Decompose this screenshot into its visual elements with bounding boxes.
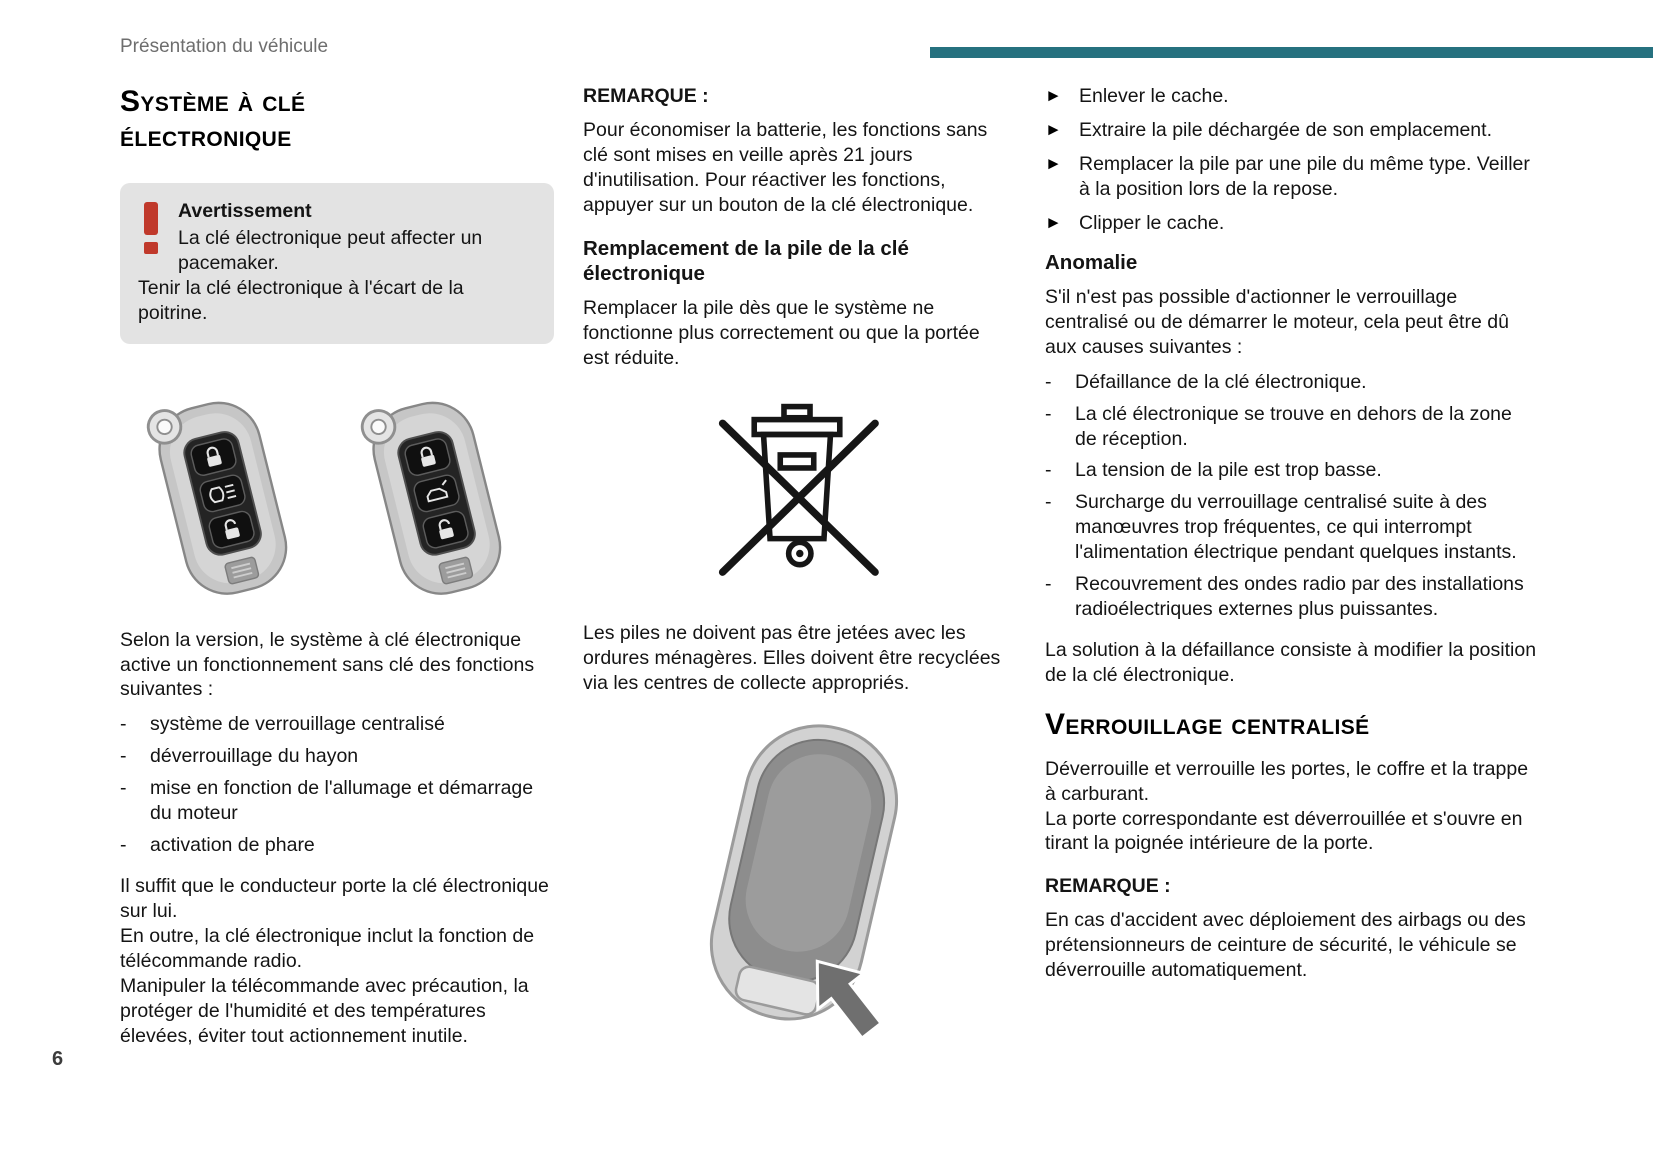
key-fobs-illustration (120, 374, 554, 606)
column-middle (583, 84, 1011, 1041)
list-item (120, 712, 554, 737)
paragraph: La porte correspondante est déverrouillée et s'ouvre en tirant la poignée intérieure de la porte. (1045, 807, 1523, 855)
warning-text-line: Tenir la clé électronique à l'écart de la poitrine. (138, 276, 464, 324)
column-left (120, 84, 554, 1049)
list-item-text: La tension de la pile est trop basse. (1075, 459, 1382, 482)
step-text: Remplacer la pile par une pile du même type. Veiller à la position lors de la repose. (1079, 152, 1530, 200)
list-item-text: activation de phare (150, 834, 315, 857)
step-text: Enlever le cache. (1079, 85, 1229, 107)
list-item (1045, 458, 1537, 483)
list-item (1045, 572, 1537, 622)
paragraph: Déverrouille et verrouille les portes, le coffre et la trappe à carburant. (1045, 757, 1529, 805)
step-text: Extraire la pile déchargée de son emplacement. (1079, 118, 1492, 141)
column-right (1045, 84, 1537, 983)
list-item-text: Recouvrement des ondes radio par des installations radioélectriques externes plus puissantes. (1075, 573, 1524, 621)
breadcrumb: Présentation du véhicule (120, 36, 329, 57)
functions-list (120, 712, 554, 858)
dash-icon: - (1045, 491, 1052, 514)
dash-icon: - (120, 713, 127, 736)
page-number: 6 (52, 1048, 64, 1070)
battery-steps-list (1045, 84, 1537, 236)
list-item-text: La clé électronique se trouve en dehors de la zone de réception. (1075, 402, 1512, 450)
body-paragraphs (120, 874, 554, 1049)
warning-title: Avertissement (178, 199, 312, 222)
intro-paragraph: Selon la version, le système à clé électronique active un fonctionnement sans clé des fonctions suivantes : (120, 628, 535, 701)
list-item (1045, 370, 1537, 395)
warning-exclamation-icon (138, 201, 164, 255)
paragraph: En outre, la clé électronique inclut la fonction de télécommande radio. (120, 925, 535, 973)
recycling-paragraph: Les piles ne doivent pas être jetées avec les ordures ménagères. Elles doivent être recyclées via les centres de collecte appropriés. (583, 621, 1001, 694)
step-arrow-icon: ► (1045, 153, 1062, 173)
list-item (120, 744, 554, 769)
step-item (1045, 118, 1537, 143)
step-item (1045, 152, 1537, 202)
list-item-text: Défaillance de la clé électronique. (1075, 370, 1367, 393)
note-label: REMARQUE : (1045, 875, 1171, 898)
list-item (120, 833, 554, 858)
step-item (1045, 211, 1537, 236)
causes-list (1045, 370, 1537, 623)
step-item (1045, 84, 1537, 109)
step-arrow-icon: ► (1045, 119, 1062, 139)
list-item-text: mise en fonction de l'allumage et démarrage du moteur (150, 777, 534, 825)
dash-icon: - (120, 834, 127, 857)
note-text: En cas d'accident avec déploiement des airbags ou des prétensionneurs de ceinture de sécurité, le véhicule se déverrouille automatiquement. (1045, 909, 1526, 982)
section-title-electronic-key: Système à clé électronique (120, 85, 306, 154)
battery-replacement-subheading: Remplacement de la pile de la clé électronique (583, 236, 909, 285)
paragraph: Manipuler la télécommande avec précaution, la protéger de l'humidité et des températures élevées, éviter tout actionnement inutile. (120, 974, 529, 1047)
warning-text-line: La clé électronique peut affecter un pacemaker. (178, 226, 483, 274)
list-item-text: déverrouillage du hayon (150, 745, 359, 768)
step-text: Clipper le cache. (1079, 211, 1225, 234)
note-label: REMARQUE : (583, 85, 709, 107)
solution-paragraph: La solution à la défaillance consiste à modifier la position de la clé électronique. (1045, 639, 1537, 687)
dash-icon: - (1045, 573, 1052, 596)
section-title-central-locking: Verrouillage centralisé (1045, 708, 1370, 742)
dash-icon: - (1045, 402, 1052, 425)
note-text: Pour économiser la batterie, les fonctions sans clé sont mises en veille après 21 jours d'inutilisation. Pour réactiver les fonctions, appuyer sur un bouton de la clé électronique. (583, 118, 988, 216)
dash-icon: - (120, 777, 127, 800)
step-arrow-icon: ► (1045, 212, 1062, 232)
list-item (1045, 402, 1537, 452)
list-item (120, 776, 554, 826)
paragraph: Il suffit que le conducteur porte la clé électronique sur lui. (120, 875, 549, 923)
list-item-text: système de verrouillage centralisé (150, 713, 445, 736)
dash-icon: - (1045, 370, 1052, 393)
dash-icon: - (120, 745, 127, 768)
key-fob-a-image (100, 368, 345, 620)
accent-bar (930, 47, 1653, 58)
list-item-text: Surcharge du verrouillage centralisé suite à des manœuvres trop fréquentes, ce qui interrompt l'alimentation électrique pendant quelques instants. (1075, 491, 1517, 564)
step-arrow-icon: ► (1045, 86, 1062, 105)
anomalie-heading: Anomalie (1045, 250, 1138, 274)
paragraph: Remplacer la pile dès que le système ne fonctionne plus correctement ou que la portée est réduite. (583, 296, 980, 369)
anomalie-intro: S'il n'est pas possible d'actionner le verrouillage centralisé ou de démarrer le moteur, cela peut être dû aux causes suivantes : (1045, 285, 1509, 358)
dash-icon: - (1045, 459, 1052, 482)
list-item (1045, 490, 1537, 565)
key-back-cover-illustration (647, 711, 947, 1041)
crossed-out-bin-icon (704, 401, 890, 587)
key-fob-b-image (314, 368, 559, 620)
warning-box (120, 183, 554, 344)
